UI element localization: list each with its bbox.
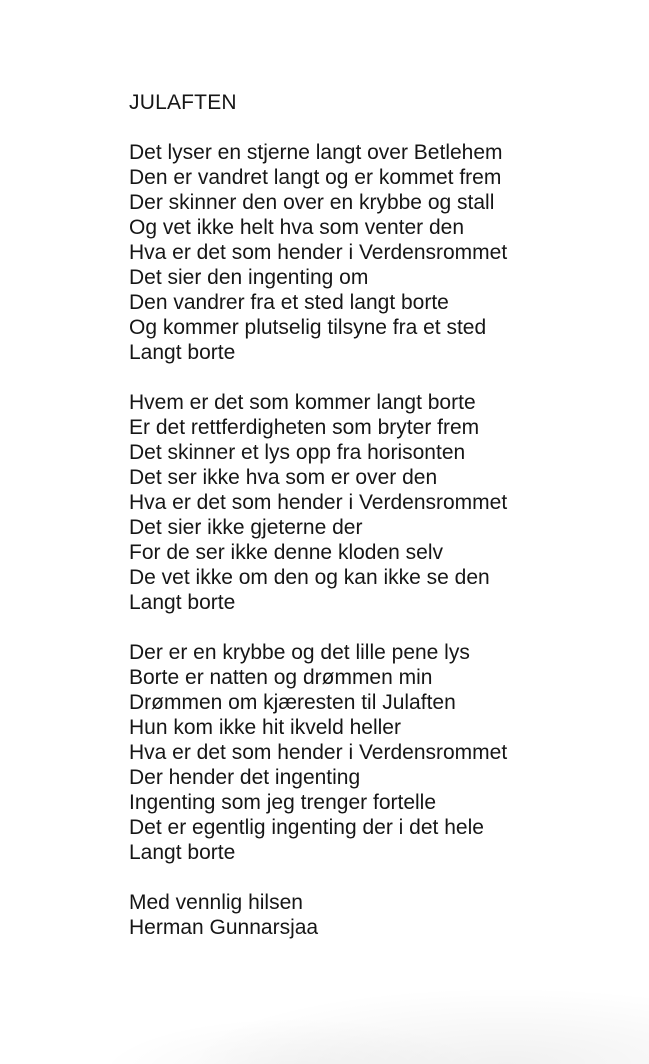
poem-line: Der skinner den over en krybbe og stall (129, 191, 495, 214)
poem-document (129, 90, 507, 940)
poem-line: Hun kom ikke hit ikveld heller (129, 716, 401, 739)
poem-line: Langt borte (129, 591, 236, 614)
poem-line: De vet ikke om den og kan ikke se den (129, 566, 490, 589)
poem-line: Hva er det som hender i Verdensrommet (129, 241, 508, 264)
poem-line: Det sier den ingenting om (129, 266, 369, 289)
poem-line: Med vennlig hilsen (129, 891, 303, 914)
stanza-1 (129, 140, 507, 365)
signature (129, 890, 507, 940)
poem-line: Der hender det ingenting (129, 766, 361, 789)
stanza-2 (129, 390, 507, 615)
poem-line: Det er egentlig ingenting der i det hele (129, 816, 484, 839)
poem-line: For de ser ikke denne kloden selv (129, 541, 444, 564)
poem-line: Herman Gunnarsjaa (129, 916, 319, 939)
poem-line: Hvem er det som kommer langt borte (129, 391, 476, 414)
poem-line: Det skinner et lys opp fra horisonten (129, 441, 466, 464)
poem-line: Er det rettferdigheten som bryter frem (129, 416, 480, 439)
stanza-3 (129, 640, 507, 865)
poem-line: Og kommer plutselig tilsyne fra et sted (129, 316, 487, 339)
poem-body (129, 140, 507, 940)
poem-line: Og vet ikke helt hva som venter den (129, 216, 465, 239)
poem-line: Det ser ikke hva som er over den (129, 466, 438, 489)
page-bottom-shadow (0, 954, 649, 1064)
poem-line: Borte er natten og drømmen min (129, 666, 433, 689)
poem-line: Den vandrer fra et sted langt borte (129, 291, 449, 314)
poem-line: Langt borte (129, 341, 236, 364)
poem-line: Den er vandret langt og er kommet frem (129, 166, 502, 189)
poem-line: Ingenting som jeg trenger fortelle (129, 791, 437, 814)
poem-line: Det lyser en stjerne langt over Betlehem (129, 141, 503, 164)
poem-line: Der er en krybbe og det lille pene lys (129, 641, 470, 664)
poem-line: Det sier ikke gjeterne der (129, 516, 363, 539)
poem-title: JULAFTEN (129, 91, 237, 114)
poem-line: Hva er det som hender i Verdensrommet (129, 741, 508, 764)
poem-line: Hva er det som hender i Verdensrommet (129, 491, 508, 514)
poem-line: Drømmen om kjæresten til Julaften (129, 691, 456, 714)
poem-line: Langt borte (129, 841, 236, 864)
